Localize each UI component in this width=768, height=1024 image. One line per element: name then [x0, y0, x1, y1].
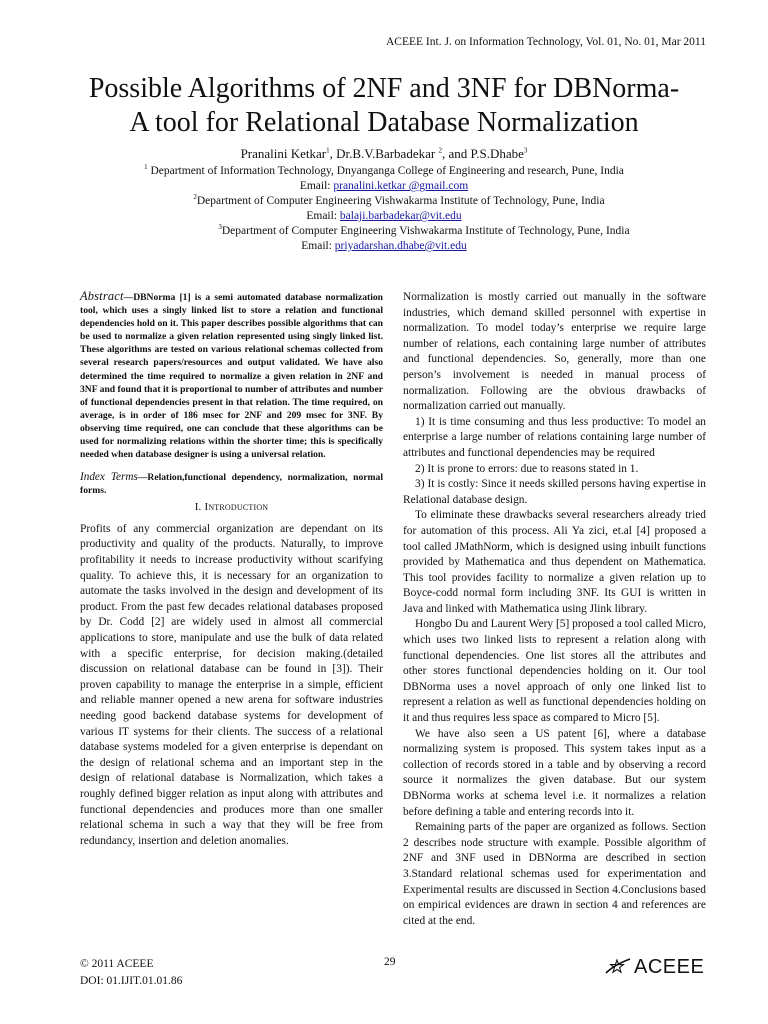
author-block — [40, 146, 728, 254]
section-number: I. — [194, 501, 205, 514]
index-terms — [80, 471, 383, 497]
left-column — [80, 290, 383, 849]
index-terms-body: —Relation,functional dependency, normalization, normal forms. — [80, 472, 383, 497]
email-link-2[interactable]: balaji.barbadekar@vit.edu — [339, 210, 462, 222]
email-label: Email: — [301, 240, 335, 252]
affiliation-1-email-line — [40, 179, 728, 194]
drawback-1: 1) It is time consuming and thus less productive: To model an enterprise a large number of relations containing large number of attributes and functional dependencies may be required — [403, 415, 706, 459]
affiliation-1-sup: 1 — [144, 163, 148, 172]
paper-title — [40, 72, 728, 140]
footer-info — [80, 956, 182, 990]
affiliation-2 — [40, 194, 728, 209]
title-line-2: A tool for Relational Database Normalization — [129, 107, 639, 138]
section-heading-introduction — [80, 500, 383, 516]
intro-paragraph: Profits of any commercial organization are dependant on its productivity and quality of the products. Naturally, to improve profitability it needs to increase productivity without scarifying quality. To achieve this, it is necessary for an organization to automate the tasks involved in the design and development of its product. From the past few decades relational databases proposed by Dr. Codd [2] are widely used in almost all commercial applications to store, manipulate and use the bulk of data related with a specific enterprise, for decision making.(detailed discussion on relational database can be found in [3]). Their proven capability to manage the enterprise in a simple, efficient and reliable manner opened a new arena for software industries needing good backend database systems for development of various IT systems for their clients. The success of a relational database systems modeled for a given enterprise is dependant on the design of relational schema and an important step in the design of relational database is Normalization, which takes a roughly defined bigger relation as input along with attributes and functional dependencies and produces more than one smaller relational schema in such a way that they will be free from redundancy, insertion and deletion anomalies. — [80, 522, 383, 847]
drawback-2: 2) It is prone to errors: due to reasons stated in 1. — [415, 462, 639, 475]
star-swoosh-icon — [604, 953, 632, 981]
author-list — [40, 146, 728, 162]
author-2: , Dr.B.V.Barbadekar — [329, 146, 439, 161]
abstract — [80, 290, 383, 461]
title-line-1: Possible Algorithms of 2NF and 3NF for DBNorma- — [88, 73, 680, 104]
page-number: 29 — [384, 956, 396, 968]
journal-header: ACEEE Int. J. on Information Technology, Vol. 01, No. 01, Mar 2011 — [386, 36, 706, 48]
doi: DOI: 01.IJIT.01.01.86 — [80, 975, 183, 987]
affiliation-1-dept: Department of Information Technology, Dnyanganga College of Engineering and research, Pune, India — [147, 165, 624, 177]
author-1-sup: 1 — [326, 146, 330, 155]
abstract-lead: Abstract — [80, 289, 124, 303]
paragraph-organization: Remaining parts of the paper are organized as follows. Section 2 describes node structure with example. Possible algorithm of 2NF and 3NF used in DBNorma are described in section 3.Standard relational schemas used for experimentation and Experimental results are discussed in Section 4.Conclusions based on empirical evidences are drawn in section 4 and references are cited at the end. — [403, 821, 706, 927]
affiliation-3 — [40, 224, 728, 239]
affiliation-3-sup: 3 — [218, 223, 222, 232]
drawback-3: 3) It is costly: Since it needs skilled persons having expertise in Relational database design. — [403, 478, 706, 506]
aceee-logo — [604, 952, 704, 982]
affiliation-3-email-line — [40, 239, 728, 254]
section-title: Introduction — [204, 501, 269, 514]
affiliation-2-dept: Department of Computer Engineering Vishwakarma Institute of Technology, Pune, India — [196, 195, 605, 207]
email-label: Email: — [299, 180, 334, 192]
author-2-sup: 2 — [438, 146, 442, 155]
copyright: © 2011 ACEEE — [80, 958, 154, 970]
abstract-body: —DBNorma [1] is a semi automated database normalization tool, which uses a singly linked list to store a relation and functional dependencies hold on it. This paper describes possible algorithms that can be used to normalize a given relation represented using singly linked list. These algorithms are tested on various relational schemas collected from several research papers/resources and output validated. We have also determined the time required to normalize a given relation in 2NF and 3NF and found that it is proportional to number of attributes and number of functional dependencies present in that relation. The time required, on average, is in order of 186 msec for 2NF and 209 msec for 3NF. By observing time required, one can conclude that these algorithms can be used for normalizing relations within the shorter time; this is specifically needed when database designer is using a universal relation. — [80, 292, 383, 461]
email-link-1[interactable]: pranalini.ketkar @gmail.com — [333, 180, 469, 192]
affiliation-1 — [40, 164, 728, 179]
affiliation-2-sup: 2 — [193, 193, 197, 202]
affiliation-3-dept: Department of Computer Engineering Vishwakarma Institute of Technology, Pune, India — [221, 225, 630, 237]
email-link-3[interactable]: priyadarshan.dhabe@vit.edu — [334, 240, 467, 252]
author-3-sup: 3 — [523, 146, 528, 155]
paragraph-patent: We have also seen a US patent [6], where a database normalizing system is proposed. This system takes input as a collection of records stored in a table and by observing a record source it normalizes the given database. But our system DBNorma works at schema level i.e. it normalizes a relation before defining a table and entering records into it. — [403, 727, 706, 818]
paragraph-micro: Hongbo Du and Laurent Wery [5] proposed a tool called Micro, which uses two linked lists to represent a relation along with functional dependencies. One list stores all the attributes and other stores functional dependencies holding on it. Our tool DBNorma uses a novel approach of only one linked list to represent a relation as well as functional dependencies holding on it and thus requires less space as compared to Micro [5]. — [403, 618, 706, 725]
paragraph-jmathnorm: To eliminate these drawbacks several researchers already tried for automation of this process. Ali Ya zici, et.al [4] proposed a tool called JMathNorm, which is designed using inbuilt functions provided by Mathematica and thus dependent on Mathematica. This tool provides facility to normalize a given relation up to Boyce-codd normal form including 3NF. Its GUI is written in Java and linked with Mathematica using Jlink library. — [403, 509, 706, 615]
paragraph-normalization: Normalization is mostly carried out manually in the software industries, which demand skilled personnel with expertise in normalization. To model today’s enterprise we require large number of relations, each containing large number of attributes and functional dependencies. So, generally, more than one person’s involvement is needed in manual process of normalization. Following are the obvious drawbacks of normalization carried out manually. — [403, 291, 706, 413]
index-terms-lead: Index Terms — [80, 471, 138, 484]
author-1: Pranalini Ketkar — [240, 146, 327, 161]
author-3: , and P.S.Dhabe — [441, 146, 524, 161]
logo-text: ACEEE — [634, 955, 705, 978]
affiliation-2-email-line — [40, 209, 728, 224]
email-label: Email: — [306, 210, 340, 222]
right-column — [403, 290, 706, 929]
